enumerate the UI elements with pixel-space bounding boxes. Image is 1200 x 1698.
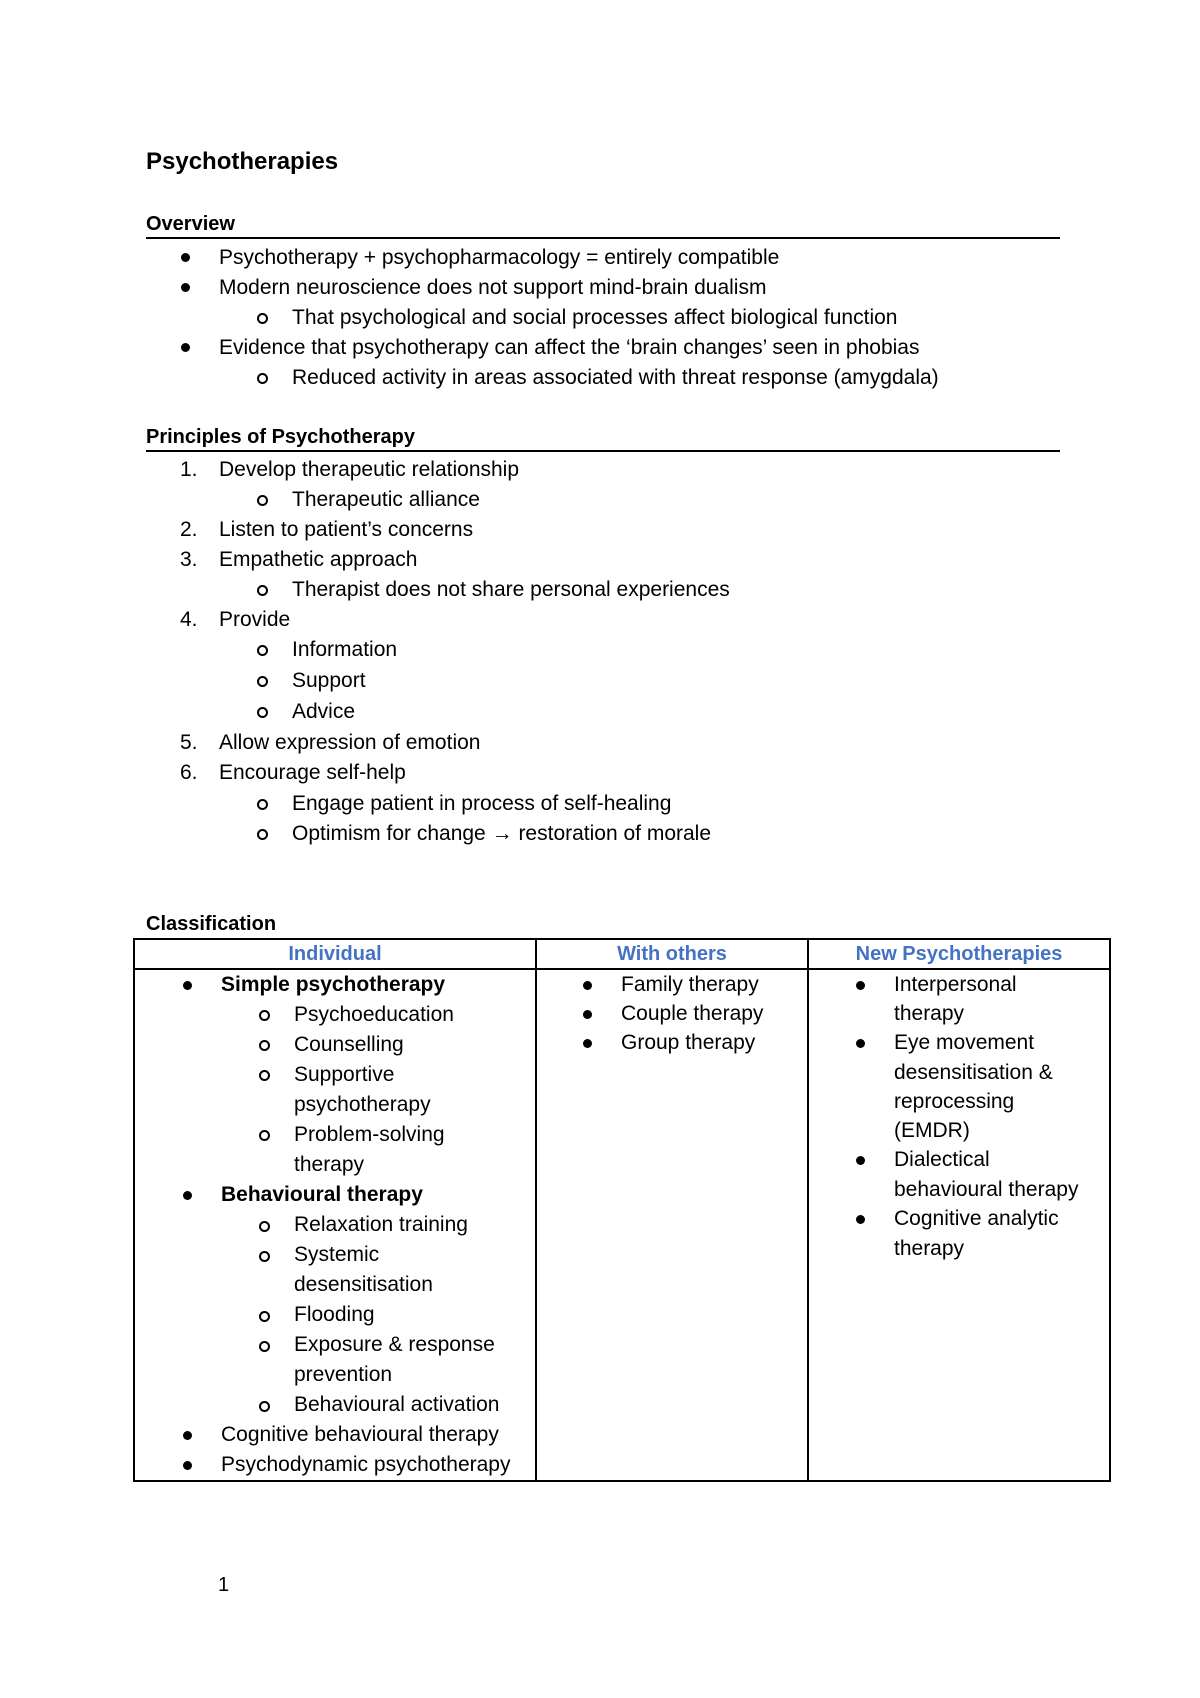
list-item: Eye movement <box>894 1031 1035 1054</box>
principle-subitem: Advice <box>292 700 356 723</box>
list-item: Psychoeducation <box>294 1003 454 1026</box>
sub-bullet-icon <box>257 676 268 687</box>
principle-subitem-text: restoration of morale <box>518 822 712 845</box>
list-item: Systemic <box>294 1243 380 1266</box>
list-item: Couple therapy <box>621 1002 764 1025</box>
list-item: Dialectical <box>894 1148 990 1171</box>
with-others-cell <box>536 969 808 1481</box>
bullet-icon <box>856 1039 865 1048</box>
classification-table <box>133 938 1111 1482</box>
column-header-with-others: With others <box>536 939 808 969</box>
overview-item: Evidence that psychotherapy can affect the ‘brain changes’ seen in phobias <box>219 336 920 359</box>
list-item: Family therapy <box>621 973 759 996</box>
sub-bullet-icon <box>257 495 268 506</box>
page-title: Psychotherapies <box>146 148 339 175</box>
list-item: therapy <box>294 1153 365 1176</box>
arrow-right-icon: → <box>491 822 513 845</box>
sub-bullet-icon <box>259 1341 270 1352</box>
list-item: Cognitive behavioural therapy <box>221 1423 499 1446</box>
overview-subitem: Reduced activity in areas associated with threat response (amygdala) <box>292 366 939 389</box>
list-number: 1. <box>180 458 198 481</box>
list-item: Psychodynamic psychotherapy <box>221 1453 511 1476</box>
sub-bullet-icon <box>257 313 268 324</box>
bullet-icon <box>181 283 190 292</box>
principle-subitem: Support <box>292 669 366 692</box>
sub-bullet-icon <box>257 585 268 596</box>
list-number: 6. <box>180 761 198 784</box>
list-item: Interpersonal <box>894 973 1017 996</box>
list-item: Simple psychotherapy <box>221 973 446 996</box>
list-item: behavioural therapy <box>894 1178 1079 1201</box>
principle-item: Empathetic approach <box>219 548 418 571</box>
bullet-icon <box>183 1191 192 1200</box>
principle-item: Develop therapeutic relationship <box>219 458 520 481</box>
list-number: 4. <box>180 608 198 631</box>
principle-item: Listen to patient’s concerns <box>219 518 474 541</box>
sub-bullet-icon <box>257 707 268 718</box>
list-item: psychotherapy <box>294 1093 431 1116</box>
list-item: Flooding <box>294 1303 375 1326</box>
column-header-new: New Psychotherapies <box>808 939 1110 969</box>
list-item: prevention <box>294 1363 393 1386</box>
bullet-icon <box>856 981 865 990</box>
bullet-icon <box>583 1039 592 1048</box>
bullet-icon <box>856 1156 865 1165</box>
list-item: reprocessing <box>894 1090 1015 1113</box>
sub-bullet-icon <box>259 1311 270 1322</box>
sub-bullet-icon <box>259 1010 270 1021</box>
column-header-individual: Individual <box>134 939 536 969</box>
overview-item: Modern neuroscience does not support mind-brain dualism <box>219 276 767 299</box>
list-item: therapy <box>894 1002 965 1025</box>
list-item: Group therapy <box>621 1031 756 1054</box>
list-item: Problem-solving <box>294 1123 445 1146</box>
list-item: therapy <box>894 1237 965 1260</box>
sub-bullet-icon <box>257 373 268 384</box>
sub-bullet-icon <box>259 1070 270 1081</box>
individual-cell <box>134 969 536 1481</box>
principle-item: Allow expression of emotion <box>219 731 481 754</box>
list-item: Relaxation training <box>294 1213 468 1236</box>
principle-subitem-text: Optimism for change <box>292 822 486 845</box>
sub-bullet-icon <box>259 1221 270 1232</box>
list-item: Behavioural therapy <box>221 1183 423 1206</box>
list-item: desensitisation & <box>894 1061 1053 1084</box>
classification-heading: Classification <box>146 913 277 935</box>
sub-bullet-icon <box>257 645 268 656</box>
principle-subitem: Therapist does not share personal experiences <box>292 578 730 601</box>
list-number: 2. <box>180 518 198 541</box>
list-item: desensitisation <box>294 1273 433 1296</box>
overview-item: Psychotherapy + psychopharmacology = entirely compatible <box>219 246 780 269</box>
bullet-icon <box>183 981 192 990</box>
bullet-icon <box>583 1010 592 1019</box>
principle-item: Encourage self-help <box>219 761 406 784</box>
principle-item: Provide <box>219 608 291 631</box>
overview-subitem: That psychological and social processes affect biological function <box>292 306 898 329</box>
bullet-icon <box>856 1215 865 1224</box>
sub-bullet-icon <box>259 1401 270 1412</box>
sub-bullet-icon <box>259 1130 270 1141</box>
list-item: Supportive <box>294 1063 395 1086</box>
list-number: 3. <box>180 548 198 571</box>
list-number: 5. <box>180 731 198 754</box>
bullet-icon <box>181 253 190 262</box>
bullet-icon <box>183 1461 192 1470</box>
principle-subitem: Therapeutic alliance <box>292 488 480 511</box>
list-item: Exposure & response <box>294 1333 495 1356</box>
page-number: 1 <box>218 1574 230 1596</box>
principles-heading: Principles of Psychotherapy <box>146 425 1060 452</box>
bullet-icon <box>583 981 592 990</box>
overview-heading: Overview <box>146 212 1060 239</box>
principle-subitem <box>292 819 711 849</box>
sub-bullet-icon <box>257 799 268 810</box>
sub-bullet-icon <box>259 1040 270 1051</box>
bullet-icon <box>183 1431 192 1440</box>
list-item: Behavioural activation <box>294 1393 500 1416</box>
principle-subitem: Engage patient in process of self-healing <box>292 792 672 815</box>
principle-subitem: Information <box>292 638 398 661</box>
new-psychotherapies-cell <box>808 969 1110 1481</box>
sub-bullet-icon <box>259 1251 270 1262</box>
list-item: Cognitive analytic <box>894 1207 1059 1230</box>
sub-bullet-icon <box>257 829 268 840</box>
list-item: Counselling <box>294 1033 404 1056</box>
bullet-icon <box>181 343 190 352</box>
list-item: (EMDR) <box>894 1119 970 1142</box>
